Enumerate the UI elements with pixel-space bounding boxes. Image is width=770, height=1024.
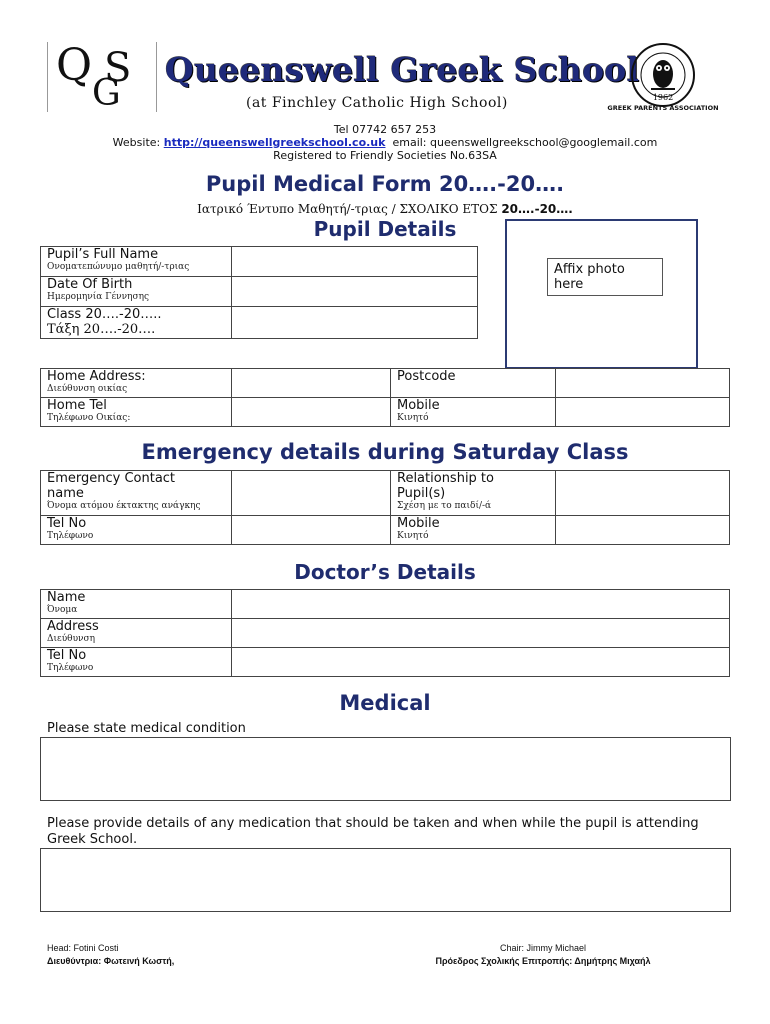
email-text: email: queenswellgreekschool@googlemail.com xyxy=(392,136,658,149)
emergency-heading: Emergency details during Saturday Class xyxy=(141,440,629,464)
emergency-contact-field[interactable] xyxy=(232,471,391,516)
doctor-address-label: Address Διεύθυνση xyxy=(41,619,232,648)
website-label: Website: xyxy=(112,136,161,149)
full-name-field[interactable] xyxy=(232,247,478,277)
form-title: Pupil Medical Form 20….-20…. xyxy=(205,172,565,196)
footer-chair xyxy=(418,942,668,968)
form-title-greek xyxy=(0,202,770,216)
doctor-table xyxy=(40,589,730,677)
doctor-name-label: Name Όνομα xyxy=(41,590,232,619)
class-label: Class 20….-20….. Τάξη 20….-20…. xyxy=(41,307,232,339)
date-of-birth-label: Date Of Birth Ημερομηνία Γέννησης xyxy=(41,277,232,307)
seal-year: 1962 xyxy=(652,93,674,102)
doctor-address-field[interactable] xyxy=(232,619,730,648)
pupil-details-table xyxy=(40,246,478,339)
relationship-field[interactable] xyxy=(556,471,730,516)
emergency-tel-label: Tel No Τηλέφωνο xyxy=(41,516,232,545)
doctor-heading: Doctor’s Details xyxy=(294,560,476,584)
logo-letter-s: S xyxy=(104,45,132,91)
home-tel-field[interactable] xyxy=(232,398,391,427)
head-name-greek: Διευθύντρια: Φωτεινή Κωστή, xyxy=(47,956,175,966)
home-address-label: Home Address: Διεύθυνση οικίας xyxy=(41,369,232,398)
home-address-field[interactable] xyxy=(232,369,391,398)
logo-letter-q: Q xyxy=(56,40,93,91)
relationship-label: Relationship to Pupil(s) Σχέση με το παιδί/-ά xyxy=(391,471,556,516)
postcode-field[interactable] xyxy=(556,369,730,398)
doctor-name-field[interactable] xyxy=(232,590,730,619)
qsg-logo xyxy=(47,42,157,112)
medication-label: Please provide details of any medication that should be taken and when while the pupil is attending Greek School. xyxy=(47,816,699,847)
medication-field[interactable] xyxy=(40,848,731,912)
medical-condition-label: Please state medical condition xyxy=(47,721,246,736)
emergency-tel-field[interactable] xyxy=(232,516,391,545)
mobile-label: Mobile Κινητό xyxy=(391,398,556,427)
chair-name: Chair: Jimmy Michael xyxy=(499,943,586,953)
chair-name-greek: Πρόεδρος Σχολικής Επιτροπής: Δημήτρης Μιχαήλ xyxy=(435,956,651,966)
head-name: Head: Fotini Costi xyxy=(47,943,119,953)
school-name: Queenswell Greek School xyxy=(165,50,640,89)
medical-heading: Medical xyxy=(339,691,431,715)
date-of-birth-field[interactable] xyxy=(232,277,478,307)
medical-condition-field[interactable] xyxy=(40,737,731,801)
doctor-tel-label: Tel No Τηλέφωνο xyxy=(41,648,232,677)
emergency-table xyxy=(40,470,730,545)
pupil-details-heading: Pupil Details xyxy=(313,217,457,241)
full-name-label: Pupil’s Full Name Ονοματεπώνυμο μαθητή/-τριας xyxy=(41,247,232,277)
emergency-mobile-field[interactable] xyxy=(556,516,730,545)
logo-letter-g: G xyxy=(92,73,121,114)
mobile-field[interactable] xyxy=(556,398,730,427)
home-tel-label: Home Tel Τηλέφωνο Οικίας: xyxy=(41,398,232,427)
greek-title-years: 20….-20…. xyxy=(501,202,573,216)
doctor-tel-field[interactable] xyxy=(232,648,730,677)
web-email-line xyxy=(0,136,770,149)
emergency-mobile-label: Mobile Κινητό xyxy=(391,516,556,545)
greek-title-text: Ιατρικό Έντυπο Μαθητή/-τριας / ΣΧΟΛΙΚΟ ΕΤΟΣ xyxy=(197,202,498,216)
website-link[interactable]: http://queenswellgreekschool.co.uk xyxy=(163,136,386,149)
class-field[interactable] xyxy=(232,307,478,339)
registration-line: Registered to Friendly Societies No.63SA xyxy=(273,149,497,162)
affix-photo-note: Affix photo here xyxy=(547,258,663,296)
phone-line: Tel 07742 657 253 xyxy=(333,123,437,136)
footer-head xyxy=(47,942,174,968)
association-name: GREEK PARENTS ASSOCIATION xyxy=(607,104,719,112)
school-subtitle: (at Finchley Catholic High School) xyxy=(246,95,508,111)
postcode-label: Postcode xyxy=(391,369,556,398)
address-table xyxy=(40,368,730,427)
emergency-contact-label: Emergency Contact name Όνομα ατόμου έκτακτης ανάγκης xyxy=(41,471,232,516)
